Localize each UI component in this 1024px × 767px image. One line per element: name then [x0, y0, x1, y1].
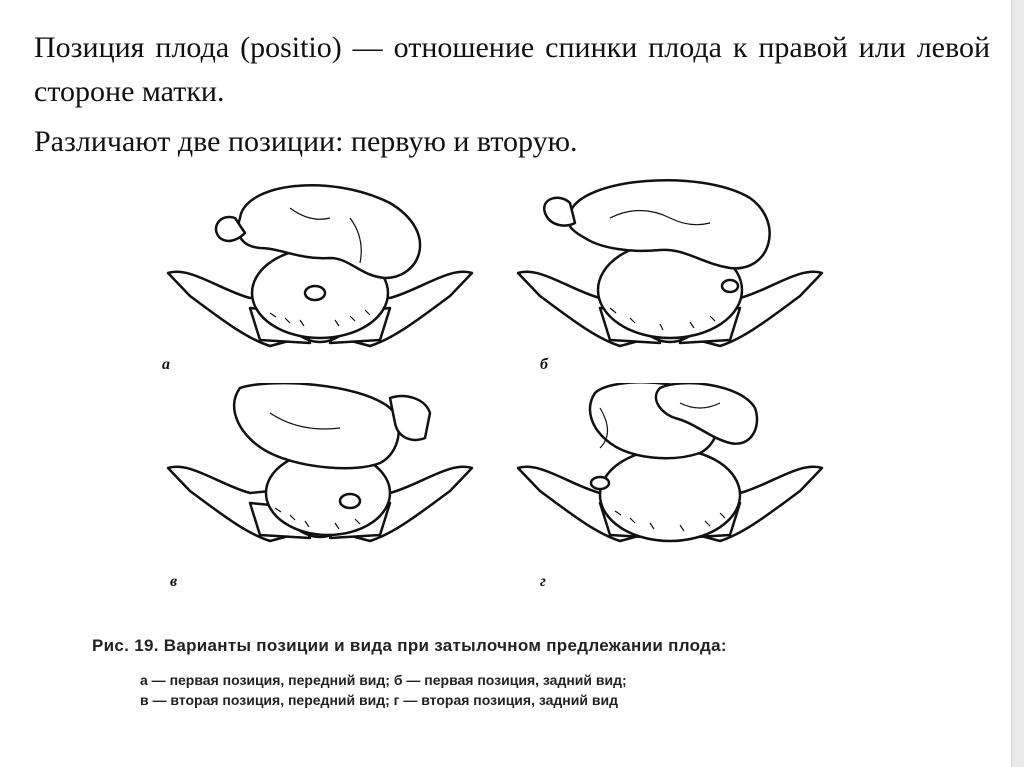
- fetus-in-pelvis-illustration: [500, 383, 840, 598]
- panel-v: [150, 383, 490, 598]
- panel-b: [500, 178, 840, 393]
- fetus-in-pelvis-illustration: [150, 178, 490, 393]
- positions-paragraph: Различают две позиции: первую и вторую.: [34, 125, 578, 158]
- figure-caption-title: Рис. 19. Варианты позиции и вида при затылочном предлежании плода:: [92, 636, 727, 655]
- figure-caption-line-2: в — вторая позиция, передний вид; г — вторая позиция, задний вид: [140, 692, 618, 708]
- definition-paragraph: Позиция плода (positio) — отношение спинки плода к правой или левой стороне матки.: [34, 31, 990, 108]
- fetus-in-pelvis-illustration: [500, 178, 840, 393]
- panel-letter-a: а: [162, 356, 170, 373]
- figure-caption-line-1: а — первая позиция, передний вид; б — первая позиция, задний вид;: [140, 672, 627, 688]
- fetal-position-figure: [150, 178, 840, 618]
- panel-letter-b: б: [540, 356, 548, 373]
- fetus-in-pelvis-illustration: [150, 383, 490, 598]
- slide-right-edge: [1011, 0, 1024, 767]
- panel-letter-v: в: [170, 573, 178, 590]
- panel-g: [500, 383, 840, 598]
- panel-letter-g: г: [540, 573, 546, 590]
- panel-a: [150, 178, 490, 393]
